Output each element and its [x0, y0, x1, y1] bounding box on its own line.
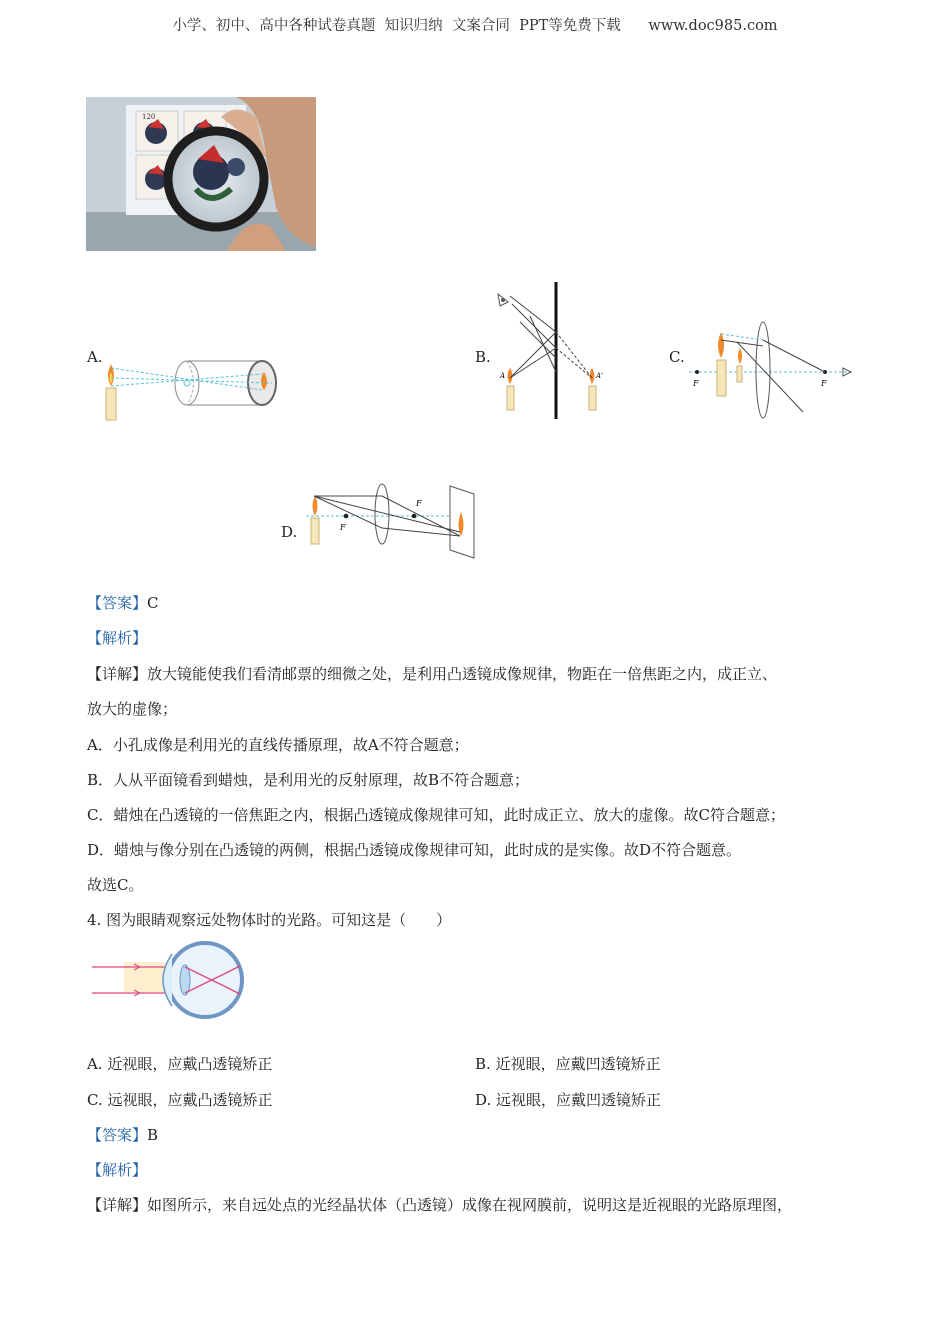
- figure-label-a: A.: [87, 348, 103, 366]
- focus-right-label: F: [821, 379, 827, 388]
- point-a-label: A: [500, 372, 506, 380]
- magnifier-photo: [86, 97, 316, 251]
- focus-left-label: F: [693, 379, 699, 388]
- q3-option-b-explanation: B．人从平面镜看到蜡烛，是利用光的反射原理，故B不符合题意；: [87, 771, 530, 789]
- convex-lens-virtual-image-diagram: [685, 320, 860, 425]
- q4-choice-d[interactable]: D. 远视眼，应戴凹透镜矫正: [475, 1091, 662, 1109]
- figure-label-c: C.: [669, 348, 685, 366]
- figure-label-b: B.: [475, 348, 491, 366]
- q4-answer: 【答案】B: [87, 1126, 159, 1144]
- q4-stem: 4. 图为眼睛观察远处物体时的光路。可知这是（ ）: [87, 911, 452, 929]
- q3-analysis-tag: 【解析】: [87, 629, 148, 647]
- q3-detail-line1: 【详解】放大镜能使我们看清邮票的细微之处，是利用凸透镜成像规律，物距在一倍焦距之内，成正立、: [87, 665, 778, 683]
- q3-option-d-explanation: D．蜡烛与像分别在凸透镜的两侧，根据凸透镜成像规律可知，此时成的是实像。故D不符合题意。: [87, 841, 742, 859]
- q3-detail-line2: 放大的虚像；: [87, 700, 178, 718]
- q4-analysis-tag: 【解析】: [87, 1161, 148, 1179]
- focus-d-right-label: F: [416, 499, 422, 508]
- q4-choice-c[interactable]: C. 远视眼，应戴凸透镜矫正: [87, 1091, 273, 1109]
- q4-choice-b[interactable]: B. 近视眼，应戴凹透镜矫正: [475, 1055, 661, 1073]
- stamp-denomination: 120: [142, 113, 156, 121]
- figure-label-d: D.: [281, 523, 298, 541]
- focus-d-left-label: F: [340, 523, 346, 532]
- plane-mirror-diagram: [490, 282, 620, 422]
- page-header: 小学、初中、高中各种试卷真题 知识归纳 文案合同 PPT等免费下载 www.doc985.com: [172, 18, 778, 34]
- q3-conclusion: 故选C。: [87, 876, 144, 894]
- q4-choice-a[interactable]: A. 近视眼，应戴凸透镜矫正: [87, 1055, 273, 1073]
- eye-light-path-diagram: [88, 940, 253, 1022]
- q3-option-a-explanation: A．小孔成像是利用光的直线传播原理，故A不符合题意；: [87, 736, 469, 754]
- q3-answer: 【答案】C: [87, 594, 159, 612]
- q4-detail-line1: 【详解】如图所示，来自远处点的光经晶状体（凸透镜）成像在视网膜前，说明这是近视眼的光路原理图，: [87, 1196, 793, 1214]
- point-a-prime-label: A': [596, 372, 603, 380]
- pinhole-camera-diagram: [100, 350, 285, 425]
- convex-lens-real-image-diagram: [300, 482, 480, 564]
- q3-option-c-explanation: C．蜡烛在凸透镜的一倍焦距之内，根据凸透镜成像规律可知，此时成正立、放大的虚像。故C符合题意；: [87, 806, 785, 824]
